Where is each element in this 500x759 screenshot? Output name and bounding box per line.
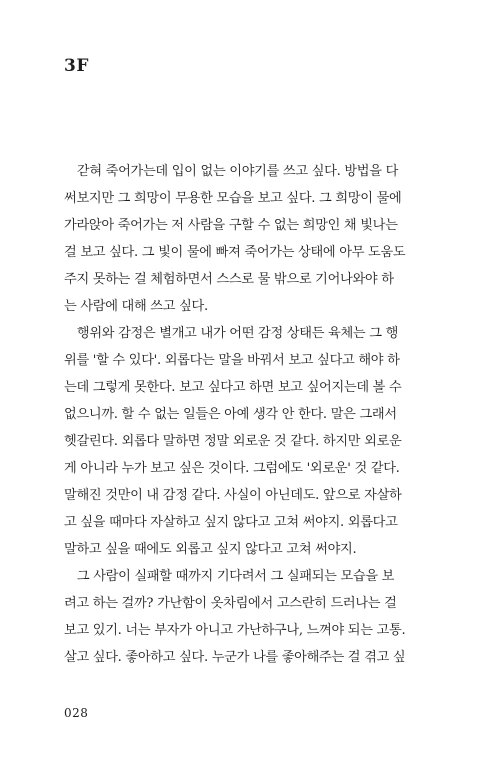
text-line: 는데 그렇게 못한다. 보고 싶다고 하면 보고 싶어지는데 볼 수 (64, 380, 402, 395)
chapter-title: 3F (64, 56, 89, 76)
text-line: 말해진 것만이 내 감정 같다. 사실이 아닌데도. 앞으로 자살하 (64, 488, 402, 503)
text-line: 그 사람이 실패할 때까지 기다려서 그 실패되는 모습을 보 (64, 569, 395, 584)
text-line: 살고 싶다. 좋아하고 싶다. 누군가 나를 좋아해주는 걸 겪고 싶 (64, 650, 406, 665)
paragraph (64, 320, 436, 563)
text-line: 위를 '할 수 있다'. 외롭다는 말을 바꿔서 보고 싶다고 해야 하 (64, 353, 400, 368)
paragraph (64, 563, 436, 671)
body-text (64, 158, 436, 671)
text-line: 가라앉아 죽어가는 저 사람을 구할 수 없는 희망인 채 빛나는 (64, 218, 398, 233)
text-line: 려고 하는 걸까? 가난함이 옷차림에서 고스란히 드러나는 걸 (64, 596, 397, 611)
text-line: 고 싶을 때마다 자살하고 싶지 않다고 고쳐 써야지. 외롭다고 (64, 515, 398, 530)
text-line: 말하고 싶을 때에도 외롭고 싶지 않다고 고쳐 써야지. (64, 542, 357, 557)
paragraph (64, 158, 436, 320)
text-line: 없으니까. 할 수 없는 일들은 아예 생각 안 한다. 말은 그래서 (64, 407, 397, 422)
text-line: 헷갈린다. 외롭다 말하면 정말 외로운 것 같다. 하지만 외로운 (64, 434, 402, 449)
text-line: 는 사람에 대해 쓰고 싶다. (64, 299, 208, 314)
text-line: 걸 보고 싶다. 그 빛이 물에 빠져 죽어가는 상태에 아무 도움도 (64, 245, 406, 260)
text-line: 써보지만 그 희망이 무용한 모습을 보고 싶다. 그 희망이 물에 (64, 191, 402, 206)
text-line: 주지 못하는 걸 체험하면서 스스로 물 밖으로 기어나와야 하 (64, 272, 394, 287)
page-number: 028 (64, 706, 89, 720)
text-line: 행위와 감정은 별개고 내가 어떤 감정 상태든 육체는 그 행 (64, 326, 399, 341)
text-line: 보고 있기. 너는 부자가 아니고 가난하구나, 느껴야 되는 고통. (64, 623, 406, 638)
text-line: 게 아니라 누가 보고 싶은 것이다. 그럼에도 '외로운' 것 같다. (64, 461, 400, 476)
text-line: 갇혀 죽어가는데 입이 없는 이야기를 쓰고 싶다. 방법을 다 (64, 164, 399, 179)
